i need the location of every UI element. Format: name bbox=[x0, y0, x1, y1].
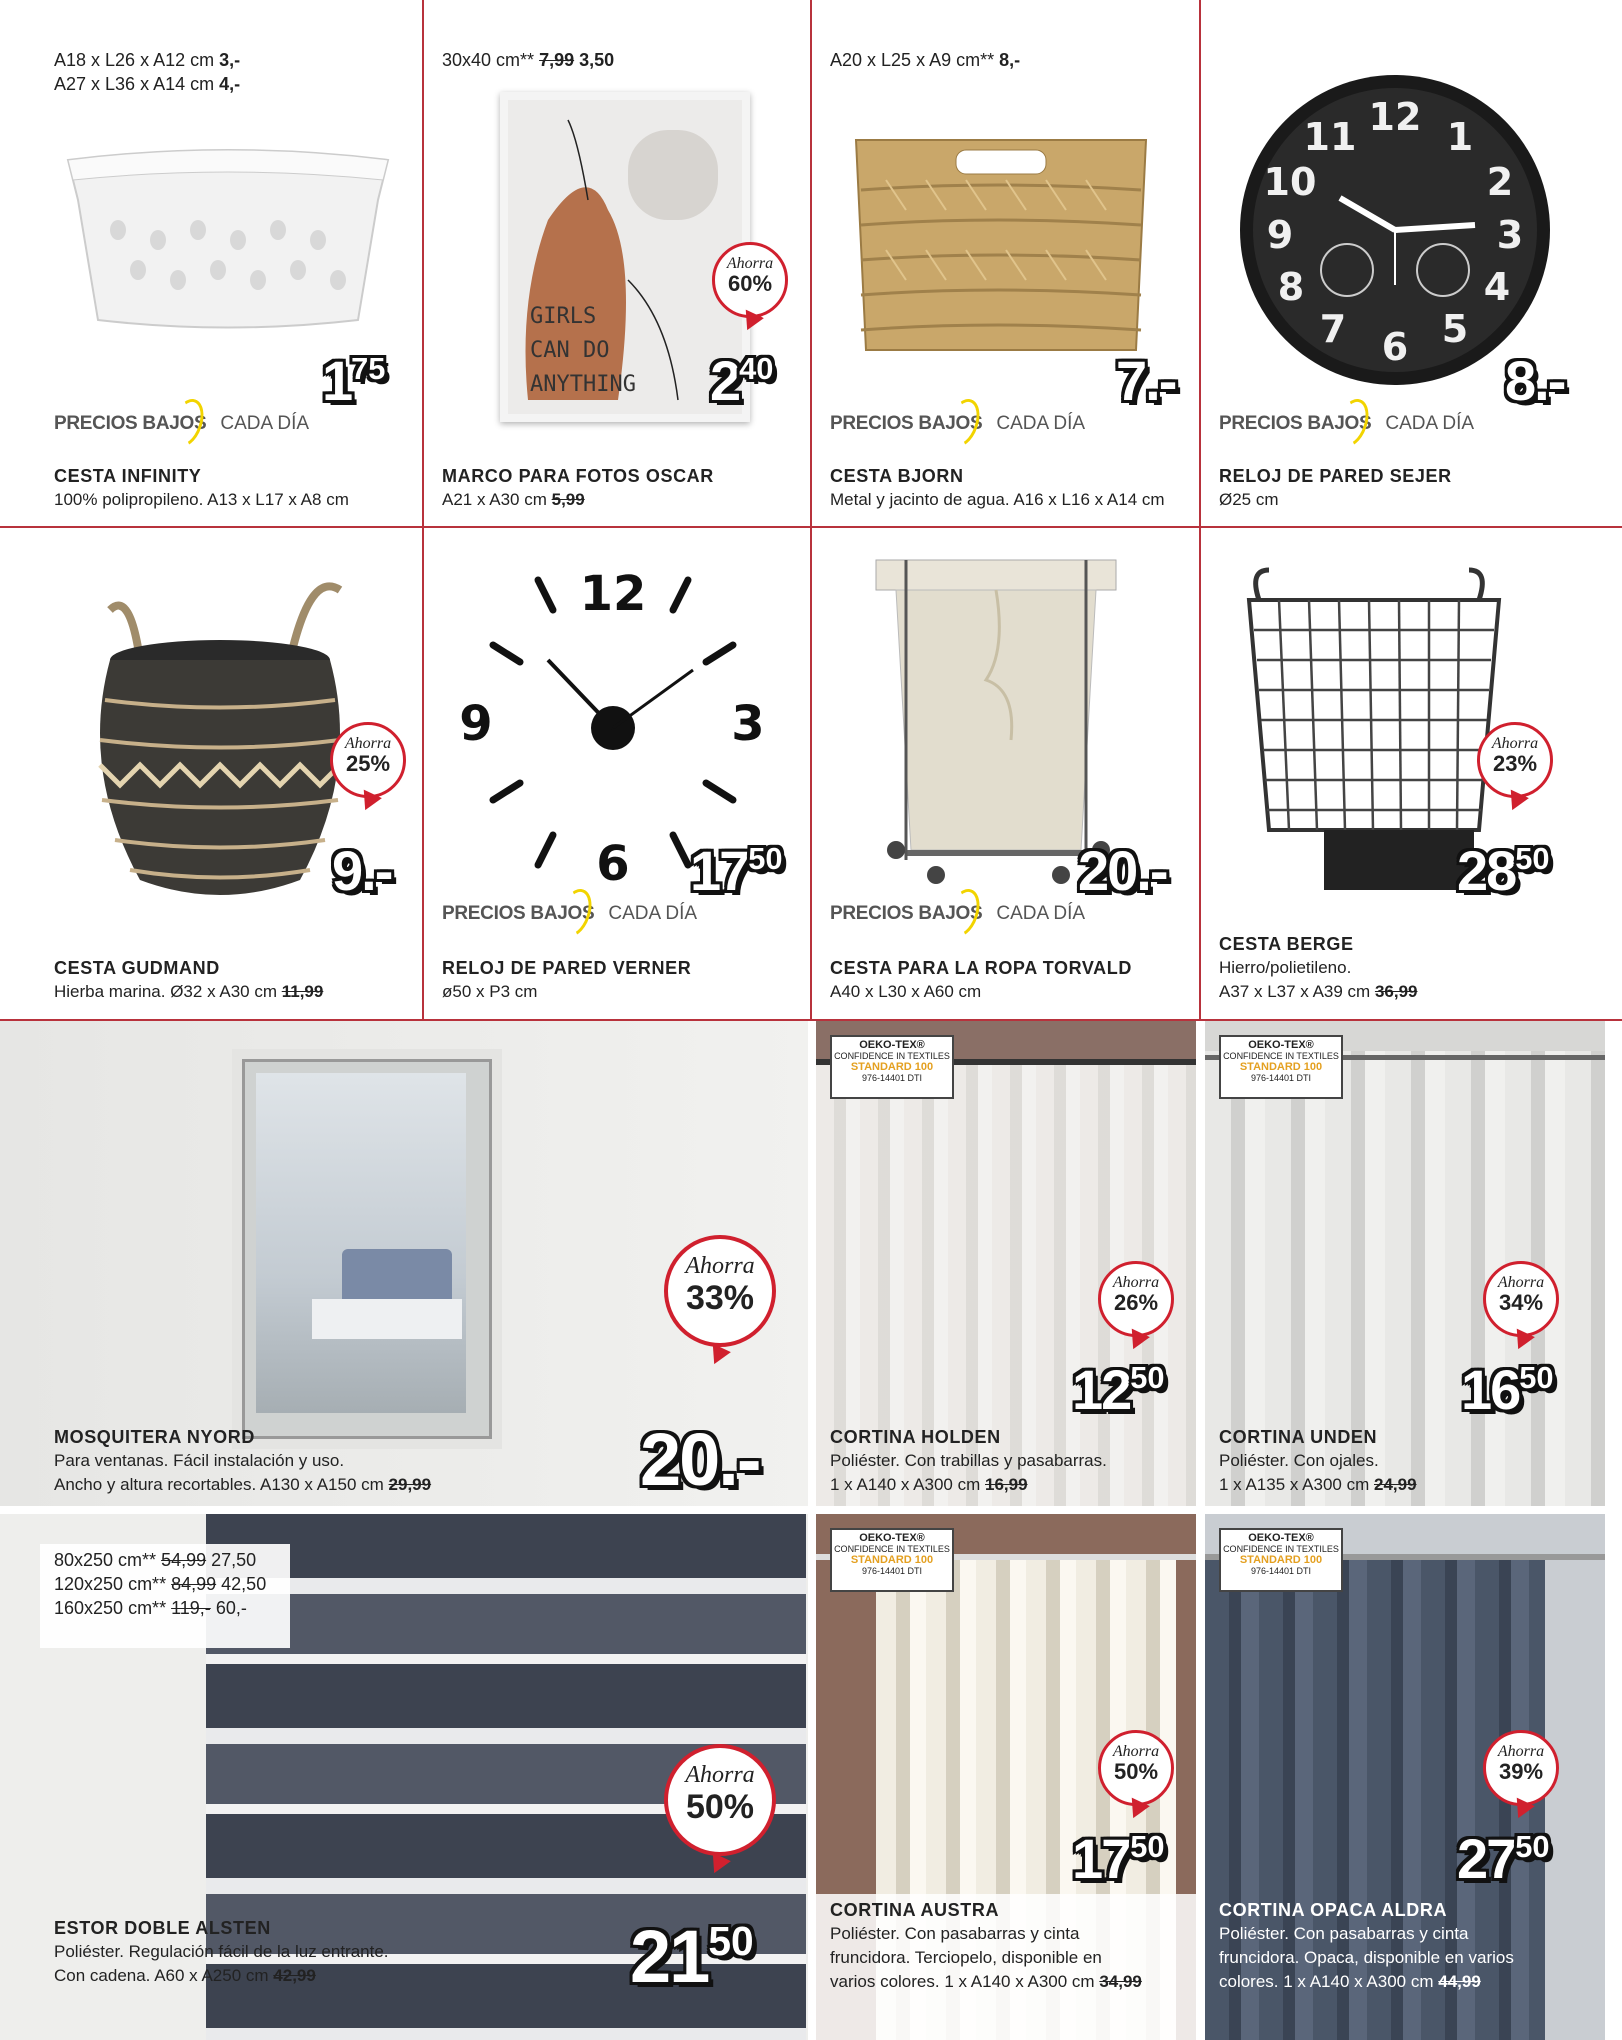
price: 20.- bbox=[1078, 839, 1167, 902]
product-cortina-aldra[interactable] bbox=[1205, 1514, 1605, 2040]
white-basket-image bbox=[58, 140, 398, 340]
product-cortina-austra[interactable] bbox=[816, 1514, 1196, 2040]
clock-number: 6 bbox=[596, 836, 630, 892]
discount-badge: Ahorra 23% bbox=[1477, 722, 1553, 798]
product-desc: ø50 x P3 cm bbox=[442, 982, 538, 1001]
price: $2^{40}$ bbox=[710, 349, 774, 412]
svg-text:6: 6 bbox=[1381, 325, 1409, 369]
spec-price: 4,- bbox=[219, 74, 241, 94]
svg-text:1: 1 bbox=[1446, 115, 1474, 159]
product-cesta-bjorn[interactable] bbox=[816, 0, 1196, 525]
svg-text:2: 2 bbox=[1486, 160, 1514, 204]
product-marco-oscar[interactable] bbox=[428, 0, 808, 525]
oeko-tex-label: OEKO-TEX® CONFIDENCE IN TEXTILES STANDARD 100 976-14401 DTI bbox=[830, 1528, 954, 1592]
discount-badge: Ahorra 39% bbox=[1483, 1730, 1559, 1806]
product-cesta-gudmand[interactable] bbox=[40, 530, 420, 1018]
divider bbox=[810, 0, 812, 1020]
spec-price: 3,- bbox=[219, 50, 241, 70]
svg-text:7: 7 bbox=[1319, 307, 1347, 351]
discount-badge: Ahorra 25% bbox=[330, 722, 406, 798]
price: $1^{75}$ bbox=[322, 349, 386, 412]
divider bbox=[422, 527, 424, 1020]
product-desc: Metal y jacinto de agua. A16 x L16 x A14 cm bbox=[830, 490, 1165, 509]
product-title: MARCO PARA FOTOS OSCAR bbox=[442, 466, 714, 486]
divider bbox=[0, 526, 1622, 528]
product-desc: Poliéster. Con pasabarras y cinta fruncidora. Terciopelo, disponible en varios colores. 1 x A140 x A300 cm 34,99 bbox=[830, 1924, 1142, 1991]
spec-price: 3,50 bbox=[579, 50, 615, 70]
product-title: CESTA PARA LA ROPA TORVALD bbox=[830, 958, 1132, 978]
discount-badge: Ahorra 33% bbox=[664, 1235, 776, 1347]
discount-badge: Ahorra 26% bbox=[1098, 1261, 1174, 1337]
spec-size: A20 x L25 x A9 cm** bbox=[830, 50, 995, 70]
product-reloj-sejer[interactable] bbox=[1205, 0, 1605, 525]
discount-badge: Ahorra 60% bbox=[712, 242, 788, 318]
price: 9.- bbox=[332, 839, 392, 902]
product-desc: Poliéster. Con ojales. 1 x A135 x A300 cm 24,99 bbox=[1219, 1451, 1417, 1494]
product-cortina-unden[interactable] bbox=[1205, 1021, 1605, 1506]
price: $17^{50}$ bbox=[1072, 1827, 1165, 1890]
price: 8.- bbox=[1505, 349, 1565, 412]
product-title: CESTA BJORN bbox=[830, 466, 964, 486]
product-reloj-verner[interactable] bbox=[428, 530, 808, 1018]
spec-size: 30x40 cm** bbox=[442, 50, 535, 70]
oeko-tex-label: OEKO-TEX® CONFIDENCE IN TEXTILES STANDARD 100 976-14401 DTI bbox=[1219, 1035, 1343, 1099]
price: $17^{50}$ bbox=[690, 839, 783, 902]
spec-list bbox=[54, 48, 240, 96]
price: $12^{50}$ bbox=[1072, 1358, 1165, 1421]
price: $28^{50}$ bbox=[1457, 839, 1550, 902]
spec-old-price: 7,99 bbox=[539, 50, 575, 70]
spec-size: A27 x L36 x A14 cm bbox=[54, 74, 215, 94]
svg-text:5: 5 bbox=[1441, 307, 1469, 351]
divider bbox=[1199, 0, 1201, 1020]
precios-bajos-logo: PRECIOS BAJOS CADA DÍA bbox=[830, 894, 1085, 934]
precios-bajos-logo: PRECIOS BAJOS CADA DÍA bbox=[442, 894, 697, 934]
product-desc: Poliéster. Con pasabarras y cinta fruncidora. Opaca, disponible en varios colores. 1 x A140 x A300 cm 44,99 bbox=[1219, 1924, 1514, 1991]
product-cesta-berge[interactable] bbox=[1205, 530, 1605, 1018]
discount-badge: Ahorra 50% bbox=[664, 1744, 776, 1856]
oeko-tex-label: OEKO-TEX® CONFIDENCE IN TEXTILES STANDARD 100 976-14401 DTI bbox=[1219, 1528, 1343, 1592]
product-desc: Hierro/polietileno. A37 x L37 x A39 cm 36,99 bbox=[1219, 958, 1418, 1001]
product-desc: Poliéster. Con trabillas y pasabarras. 1 x A140 x A300 cm 16,99 bbox=[830, 1451, 1107, 1494]
spec-list: 80x250 cm** 54,99 27,50 120x250 cm** 84,99 42,50 160x250 cm** 119,- 60,- bbox=[54, 1550, 267, 1618]
price: $27^{50}$ bbox=[1457, 1827, 1550, 1890]
product-title: CESTA GUDMAND bbox=[54, 958, 220, 978]
product-title: RELOJ DE PARED SEJER bbox=[1219, 466, 1452, 486]
product-desc: Para ventanas. Fácil instalación y uso. Ancho y altura recortables. A130 x A150 cm 29,99 bbox=[54, 1451, 432, 1494]
clock-number: 12 bbox=[579, 566, 647, 622]
product-title: MOSQUITERA NYORD bbox=[54, 1427, 255, 1447]
spec-list bbox=[830, 48, 1020, 72]
poster-text: GIRLS CAN DO ANYTHING bbox=[530, 304, 636, 397]
svg-text:11: 11 bbox=[1303, 115, 1357, 159]
black-clock-image bbox=[1235, 70, 1555, 390]
product-cesta-torvald[interactable] bbox=[816, 530, 1196, 1018]
product-cortina-holden[interactable] bbox=[816, 1021, 1196, 1506]
precios-bajos-logo: PRECIOS BAJOS CADA DÍA bbox=[54, 404, 309, 444]
divider bbox=[422, 0, 424, 527]
product-mosquitera-nyord[interactable] bbox=[0, 1021, 808, 1506]
svg-text:3: 3 bbox=[1496, 213, 1524, 257]
product-title: CORTINA UNDEN bbox=[1219, 1427, 1378, 1447]
clock-number: 3 bbox=[731, 696, 765, 752]
product-title: CESTA INFINITY bbox=[54, 466, 202, 486]
product-title: RELOJ DE PARED VERNER bbox=[442, 958, 692, 978]
svg-text:9: 9 bbox=[1266, 213, 1294, 257]
price: 20.- bbox=[640, 1418, 760, 1501]
product-desc: Poliéster. Regulación fácil de la luz entrante. Con cadena. A60 x A250 cm 42,99 bbox=[54, 1942, 389, 1985]
discount-badge: Ahorra 34% bbox=[1483, 1261, 1559, 1337]
product-title: CORTINA HOLDEN bbox=[830, 1427, 1001, 1447]
precios-bajos-logo: PRECIOS BAJOS CADA DÍA bbox=[830, 404, 1085, 444]
product-desc: Ø25 cm bbox=[1219, 490, 1279, 509]
product-desc: A40 x L30 x A60 cm bbox=[830, 982, 982, 1001]
product-title: CORTINA OPACA ALDRA bbox=[1219, 1900, 1448, 1920]
product-estor-alsten[interactable] bbox=[0, 1514, 808, 2040]
product-title: CESTA BERGE bbox=[1219, 934, 1354, 954]
price: 7.- bbox=[1116, 349, 1176, 412]
product-desc: Hierba marina. Ø32 x A30 cm 11,99 bbox=[54, 982, 324, 1001]
product-cesta-infinity[interactable] bbox=[40, 0, 420, 525]
window-screen-image bbox=[232, 1049, 502, 1449]
svg-text:4: 4 bbox=[1483, 265, 1511, 309]
svg-text:12: 12 bbox=[1368, 95, 1422, 139]
seagrass-basket-image bbox=[70, 550, 370, 930]
spec-size: A18 x L26 x A12 cm bbox=[54, 50, 215, 70]
wicker-basket-image bbox=[846, 120, 1156, 360]
oeko-tex-label: OEKO-TEX® CONFIDENCE IN TEXTILES STANDARD 100 976-14401 DTI bbox=[830, 1035, 954, 1099]
product-title: CORTINA AUSTRA bbox=[830, 1900, 1000, 1920]
clock-number: 9 bbox=[459, 696, 493, 752]
price: $16^{50}$ bbox=[1461, 1358, 1554, 1421]
svg-text:10: 10 bbox=[1263, 160, 1317, 204]
precios-bajos-logo: PRECIOS BAJOS CADA DÍA bbox=[1219, 404, 1474, 444]
spec-list bbox=[442, 48, 614, 72]
product-desc: A21 x A30 cm 5,99 bbox=[442, 490, 585, 509]
price: $21^{50}$ bbox=[630, 1915, 754, 1998]
product-desc: 100% polipropileno. A13 x L17 x A8 cm bbox=[54, 490, 349, 509]
spec-price: 8,- bbox=[999, 50, 1021, 70]
product-title: ESTOR DOBLE ALSTEN bbox=[54, 1918, 271, 1938]
svg-text:8: 8 bbox=[1277, 265, 1305, 309]
discount-badge: Ahorra 50% bbox=[1098, 1730, 1174, 1806]
